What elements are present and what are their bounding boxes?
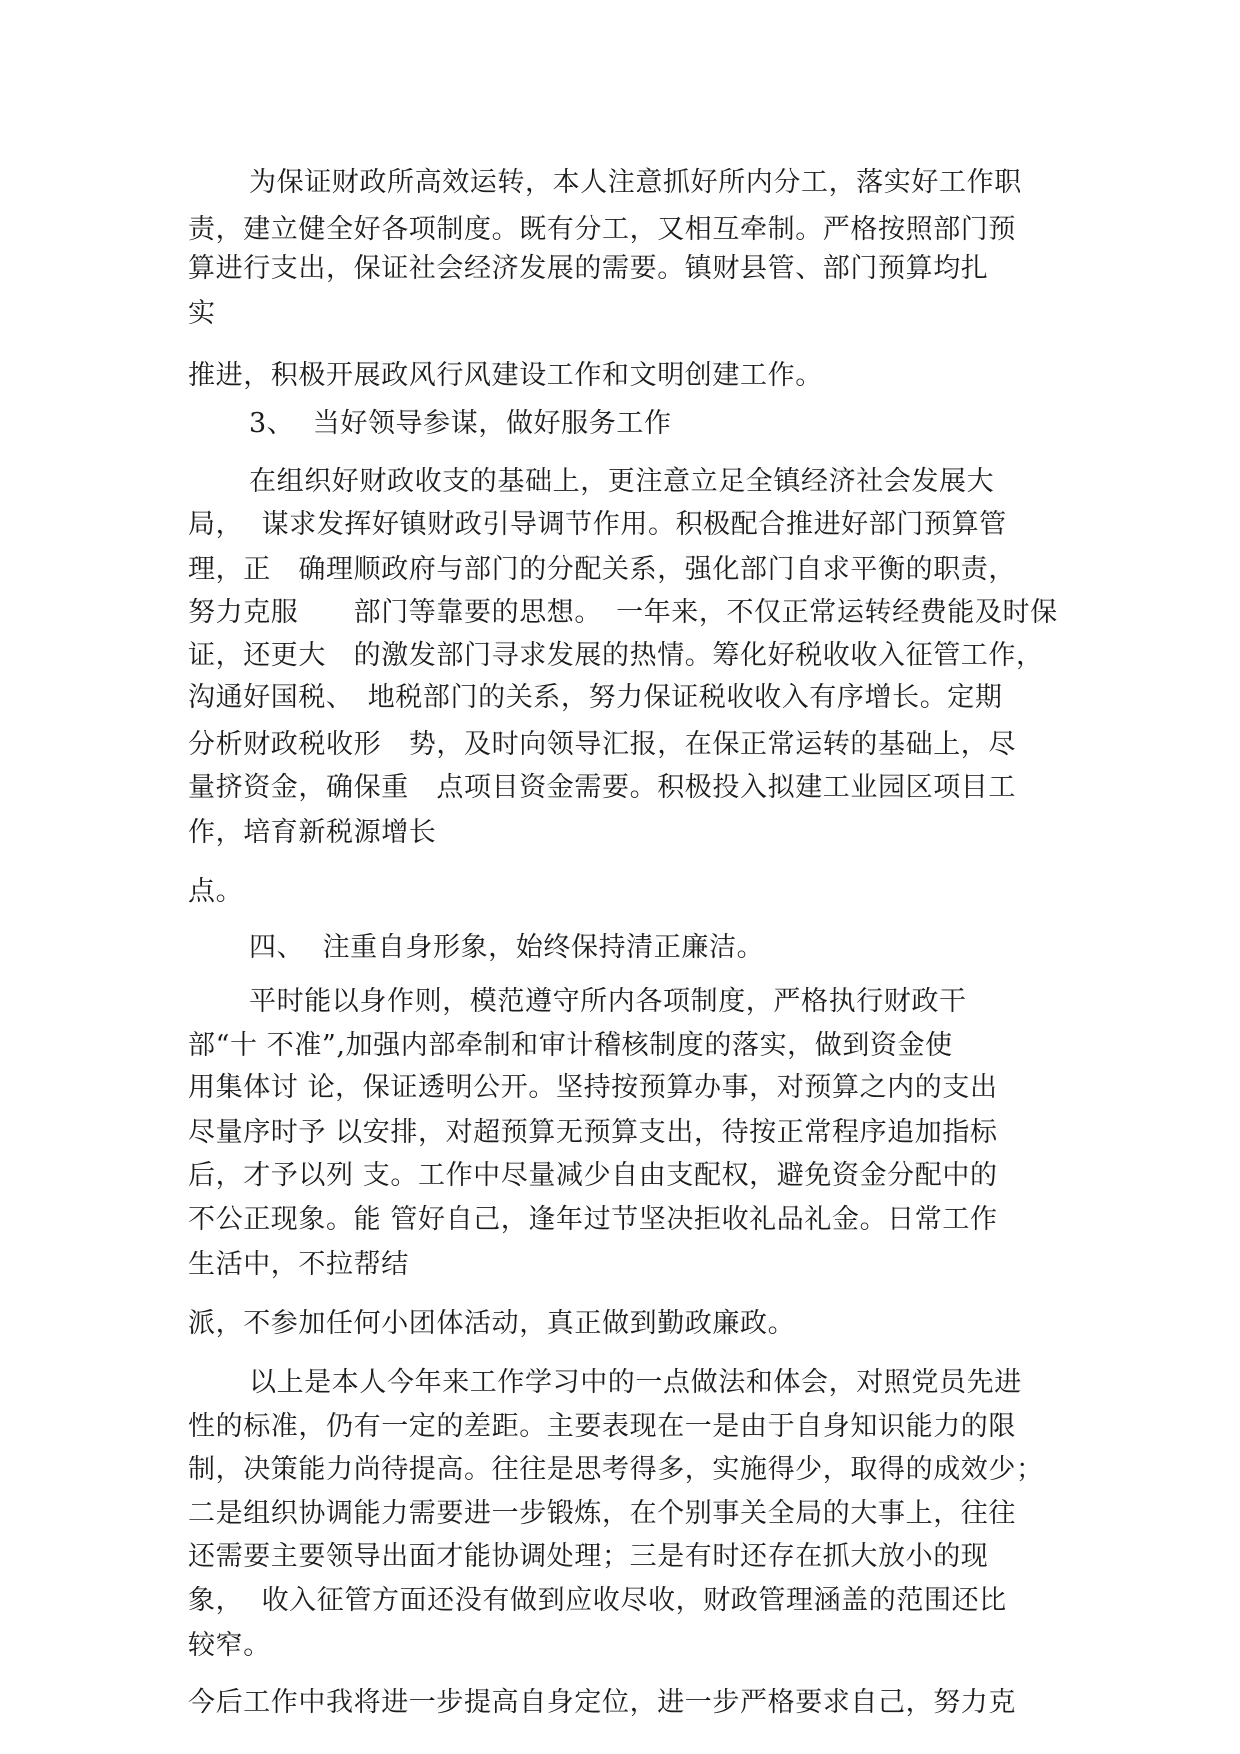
paragraph-line: 还需要主要领导出面才能协调处理；三是有时还存在抓大放小的现 [188,1541,989,1572]
paragraph-line: 实 [188,298,216,329]
paragraph-line: 部“十 不准”,加强内部牵制和审计稽核制度的落实，做到资金使 [188,1030,953,1061]
paragraph-line: 努力克服 部门等靠要的思想。 一年来，不仅正常运转经费能及时保 [188,597,1058,628]
paragraph-line: 生活中，不拉帮结 [188,1249,409,1280]
paragraph-line: 证，还更大 的激发部门寻求发展的热情。筹化好税收收入征管工作， [188,640,1044,671]
paragraph-line: 性的标准，仍有一定的差距。主要表现在一是由于自身知识能力的限 [188,1411,1016,1442]
paragraph-line: 象， 收入征管方面还没有做到应收尽收，财政管理涵盖的范围还比 [188,1585,1007,1616]
paragraph-line: 派，不参加任何小团体活动，真正做到勤政廉政。 [188,1308,796,1339]
paragraph-line: 分析财政税收形 势，及时向领导汇报，在保正常运转的基础上，尽 [188,729,1016,760]
paragraph-line: 量挤资金，确保重 点项目资金需要。积极投入拟建工业园区项目工 [188,772,1016,803]
paragraph-line: 点。 [188,876,244,907]
paragraph-line: 以上是本人今年来工作学习中的一点做法和体会，对照党员先进 [249,1367,1022,1398]
paragraph-line: 较窄。 [188,1630,271,1661]
paragraph-line: 算进行支出，保证社会经济发展的需要。镇财县管、部门预算均扎 [188,253,989,284]
paragraph-line: 作，培育新税源增长 [188,817,437,848]
paragraph-line: 制，决策能力尚待提高。往往是思考得多，实施得少，取得的成效少； [188,1454,1044,1485]
paragraph-line: 今后工作中我将进一步提高自身定位，进一步严格要求自己，努力克 [188,1687,1016,1718]
paragraph-line: 不公正现象。能 管好自己，逢年过节坚决拒收礼品礼金。日常工作 [188,1204,998,1235]
paragraph-line: 责，建立健全好各项制度。既有分工，又相互牵制。严格按照部门预 [188,214,1016,245]
paragraph-line: 二是组织协调能力需要进一步锻炼，在个别事关全局的大事上，往往 [188,1498,1016,1529]
paragraph-line: 平时能以身作则，模范遵守所内各项制度，严格执行财政干 [249,986,967,1017]
paragraph-line: 后，才予以列 支。工作中尽量减少自由支配权，避免资金分配中的 [188,1160,998,1191]
paragraph-line: 沟通好国税、 地税部门的关系，努力保证税收收入有序增长。定期 [188,682,1003,713]
paragraph-line: 局， 谋求发挥好镇财政引导调节作用。积极配合推进好部门预算管 [188,509,1007,540]
paragraph-line: 用集体讨 论，保证透明公开。坚持按预算办事，对预算之内的支出 [188,1072,998,1103]
section-heading: 四、 注重自身形象，始终保持清正廉洁。 [249,932,765,963]
paragraph-line: 为保证财政所高效运转，本人注意抓好所内分工，落实好工作职 [249,167,1022,198]
paragraph-line: 在组织好财政收支的基础上，更注意立足全镇经济社会发展大 [249,466,995,497]
paragraph-line: 尽量序时予 以安排，对超预算无预算支出，待按正常程序追加指标 [188,1117,998,1148]
paragraph-line: 推进，积极开展政风行风建设工作和文明创建工作。 [188,360,823,391]
paragraph-line: 理，正 确理顺政府与部门的分配关系，强化部门自求平衡的职责， [188,554,1016,585]
section-heading: 3、 当好领导参谋，做好服务工作 [249,408,672,439]
